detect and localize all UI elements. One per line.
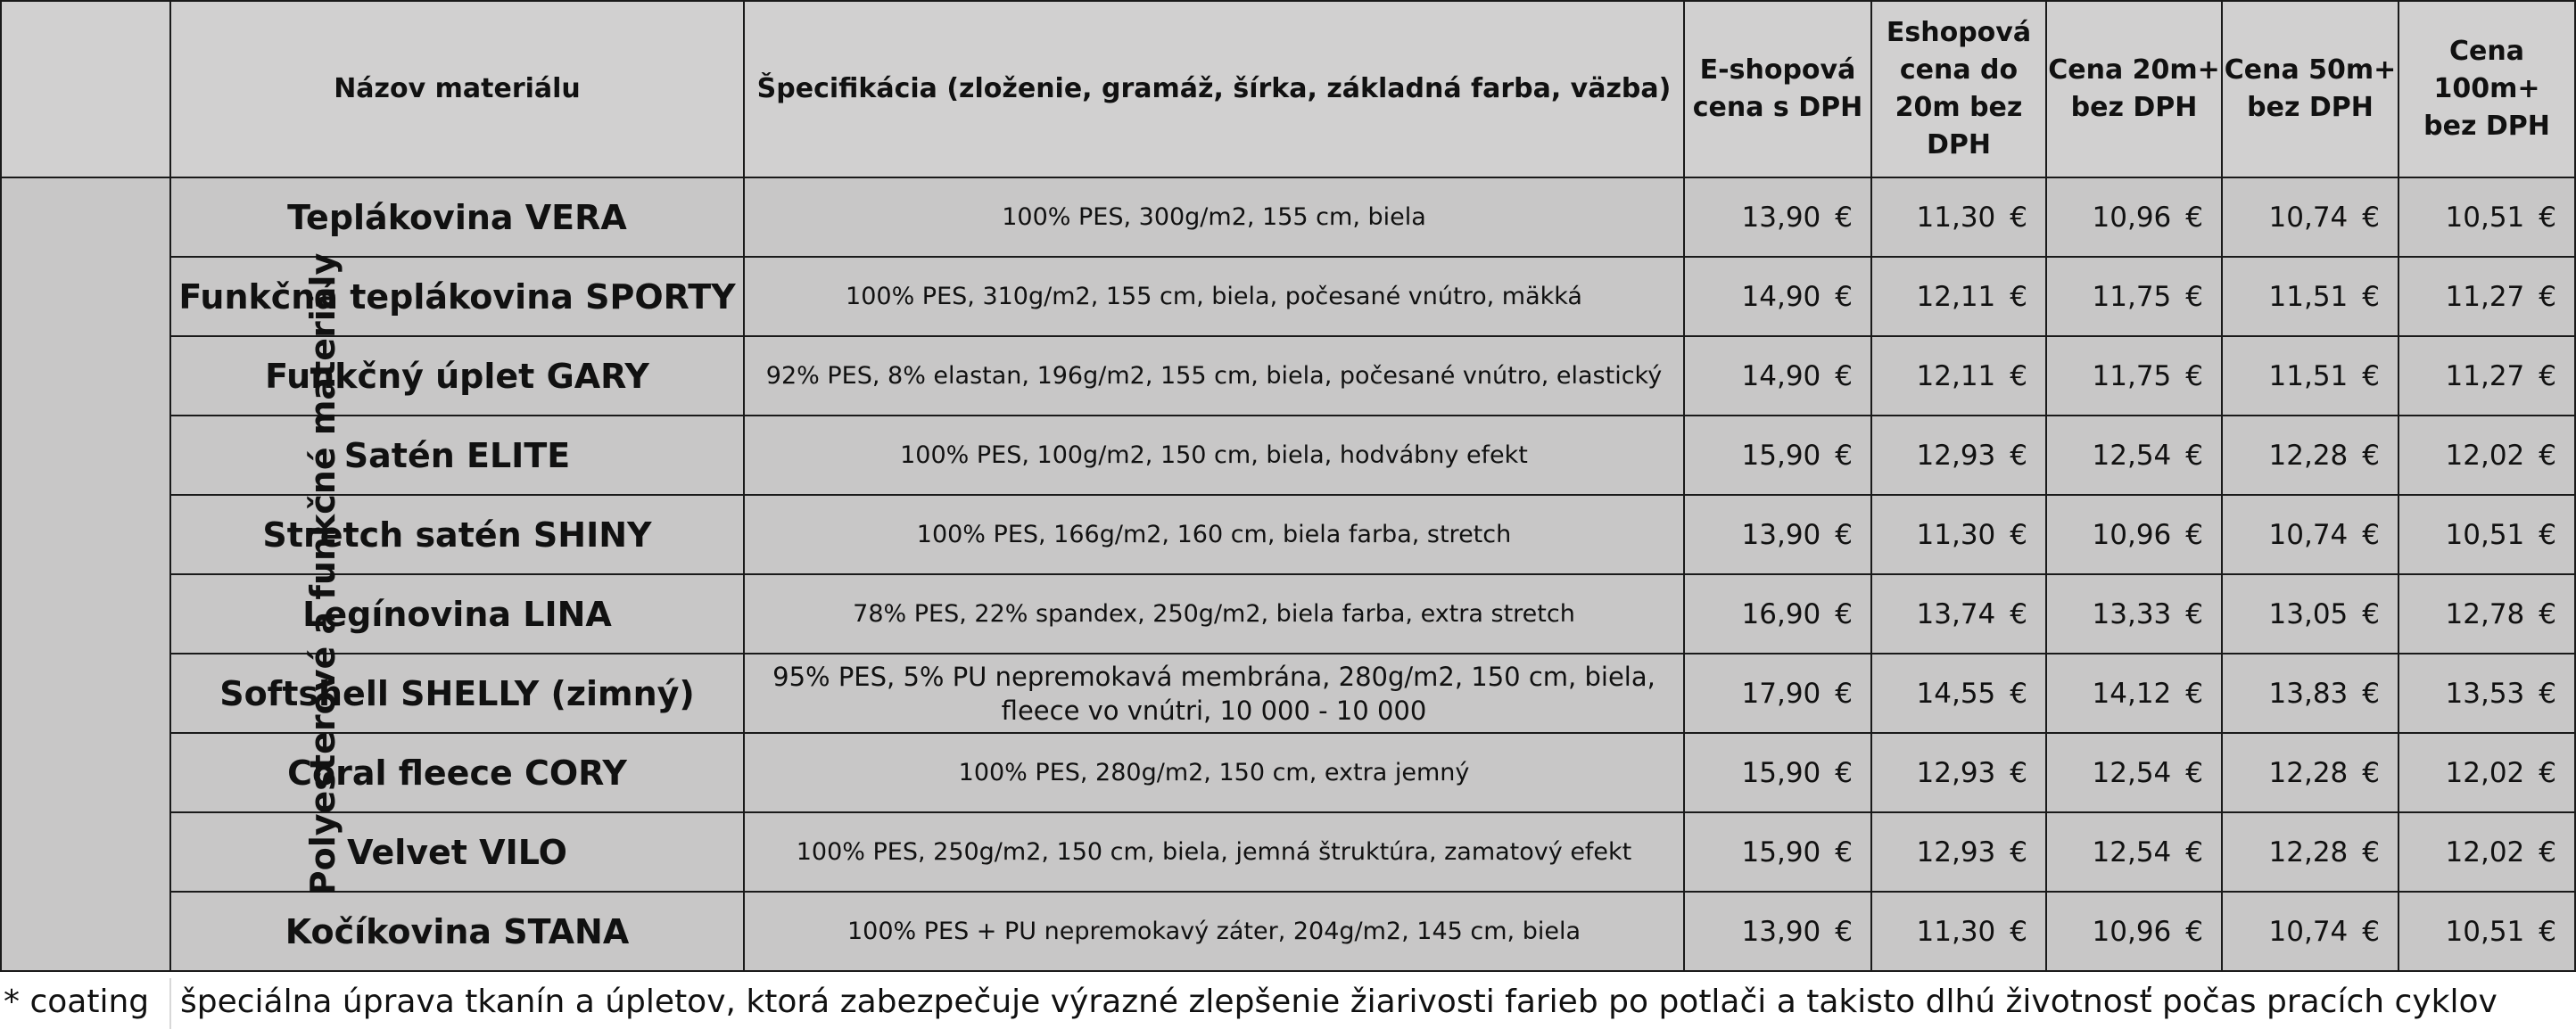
currency-symbol: € xyxy=(2185,439,2203,472)
header-eshop-price-vat[interactable] xyxy=(1684,1,1871,177)
header-specification[interactable]: Špecifikácia (zloženie, gramáž, šírka, základná farba, väzba) xyxy=(744,1,1684,177)
price-cell[interactable] xyxy=(2398,733,2575,812)
price-cell[interactable] xyxy=(1684,416,1871,495)
price-value: 13,90 xyxy=(1741,518,1821,551)
currency-symbol: € xyxy=(2539,201,2556,234)
price-cell[interactable] xyxy=(1871,177,2046,257)
currency-symbol: € xyxy=(2010,359,2027,392)
header-line: Eshopová xyxy=(1886,17,2032,48)
price-cell[interactable] xyxy=(2222,495,2398,574)
table-row xyxy=(1,257,2575,336)
material-name-cell[interactable]: Softshell SHELLY (zimný) xyxy=(170,654,744,733)
price-value: 12,54 xyxy=(2092,836,2172,868)
specification-cell[interactable]: 100% PES, 250g/m2, 150 cm, biela, jemná štruktúra, zamatový efekt xyxy=(744,812,1684,892)
price-cell[interactable] xyxy=(1684,495,1871,574)
price-value: 14,55 xyxy=(1916,677,1996,710)
price-value: 13,83 xyxy=(2268,677,2349,710)
price-value: 11,30 xyxy=(1916,518,1996,551)
header-price-50m[interactable] xyxy=(2222,1,2398,177)
price-value: 13,05 xyxy=(2268,597,2349,630)
price-value: 14,12 xyxy=(2092,677,2172,710)
currency-symbol: € xyxy=(2362,280,2380,313)
header-line: Cena 20m+ xyxy=(2048,54,2220,86)
price-cell[interactable] xyxy=(1871,336,2046,416)
currency-symbol: € xyxy=(2185,756,2203,789)
price-cell[interactable] xyxy=(1871,733,2046,812)
price-cell[interactable] xyxy=(2222,574,2398,654)
currency-symbol: € xyxy=(2362,518,2380,551)
price-cell[interactable] xyxy=(2222,812,2398,892)
header-line: Cena 100m+ xyxy=(2433,36,2540,104)
price-cell[interactable] xyxy=(2222,416,2398,495)
header-line: E-shopová xyxy=(1699,54,1856,86)
price-cell[interactable] xyxy=(2398,812,2575,892)
material-name-cell[interactable]: Funkčná teplákovina SPORTY xyxy=(170,257,744,336)
header-line: Cena 50m+ xyxy=(2224,54,2397,86)
currency-symbol: € xyxy=(2539,756,2556,789)
material-name-cell[interactable]: Stretch satén SHINY xyxy=(170,495,744,574)
price-value: 12,93 xyxy=(1916,439,1996,472)
price-value: 10,96 xyxy=(2092,915,2172,948)
currency-symbol: € xyxy=(2010,756,2027,789)
price-value: 12,28 xyxy=(2268,439,2349,472)
price-value: 12,28 xyxy=(2268,836,2349,868)
currency-symbol: € xyxy=(2185,677,2203,710)
header-line: cena s DPH xyxy=(1692,92,1863,123)
currency-symbol: € xyxy=(2010,677,2027,710)
group-cell[interactable] xyxy=(1,177,343,971)
table-row xyxy=(1,654,2575,733)
price-cell[interactable] xyxy=(2222,257,2398,336)
price-cell[interactable] xyxy=(2222,654,2398,733)
header-group[interactable] xyxy=(1,1,170,177)
price-value: 16,90 xyxy=(1741,597,1821,630)
price-cell[interactable] xyxy=(1684,177,1871,257)
price-value: 14,90 xyxy=(1741,359,1821,392)
price-value: 15,90 xyxy=(1741,836,1821,868)
currency-symbol: € xyxy=(2362,915,2380,948)
price-cell[interactable] xyxy=(2046,257,2222,336)
currency-symbol: € xyxy=(1835,518,1853,551)
currency-symbol: € xyxy=(2539,518,2556,551)
material-name-cell[interactable]: Kočíkovina STANA xyxy=(170,892,744,971)
price-cell[interactable] xyxy=(2046,733,2222,812)
price-cell[interactable] xyxy=(2398,416,2575,495)
price-cell[interactable] xyxy=(2398,654,2575,733)
price-value: 17,90 xyxy=(1741,677,1821,710)
price-cell[interactable] xyxy=(2222,177,2398,257)
price-cell[interactable] xyxy=(2046,495,2222,574)
currency-symbol: € xyxy=(2362,597,2380,630)
price-cell[interactable] xyxy=(2046,574,2222,654)
table-row xyxy=(1,574,2575,654)
specification-cell[interactable]: 100% PES, 280g/m2, 150 cm, extra jemný xyxy=(744,733,1684,812)
material-name-cell[interactable]: Legínovina LINA xyxy=(170,574,744,654)
price-value: 12,02 xyxy=(2445,756,2525,789)
header-line: DPH xyxy=(1927,129,1991,161)
currency-symbol: € xyxy=(2539,280,2556,313)
header-price-20m[interactable] xyxy=(2046,1,2222,177)
price-cell[interactable] xyxy=(2046,177,2222,257)
price-cell[interactable] xyxy=(1684,654,1871,733)
currency-symbol: € xyxy=(1835,756,1853,789)
price-value: 11,30 xyxy=(1916,201,1996,234)
price-cell[interactable] xyxy=(2398,177,2575,257)
price-value: 12,78 xyxy=(2445,597,2525,630)
currency-symbol: € xyxy=(2539,439,2556,472)
price-cell[interactable] xyxy=(1871,416,2046,495)
price-value: 11,27 xyxy=(2445,280,2525,313)
price-value: 12,02 xyxy=(2445,439,2525,472)
currency-symbol: € xyxy=(2010,439,2027,472)
price-value: 10,96 xyxy=(2092,201,2172,234)
header-line: bez DPH xyxy=(2070,92,2198,123)
currency-symbol: € xyxy=(2539,677,2556,710)
header-line: bez DPH xyxy=(2423,111,2550,142)
specification-cell[interactable]: 78% PES, 22% spandex, 250g/m2, biela farba, extra stretch xyxy=(744,574,1684,654)
specification-cell[interactable]: 95% PES, 5% PU nepremokavá membrána, 280g/m2, 150 cm, biela, fleece vo vnútri, 10 000 - 10 000 xyxy=(744,654,1684,733)
material-name-cell[interactable]: Teplákovina VERA xyxy=(170,177,744,257)
price-value: 10,74 xyxy=(2268,201,2349,234)
currency-symbol: € xyxy=(2539,359,2556,392)
header-material-name[interactable]: Názov materiálu xyxy=(170,1,744,177)
price-cell[interactable] xyxy=(2398,892,2575,971)
price-cell[interactable] xyxy=(2046,812,2222,892)
currency-symbol: € xyxy=(2010,518,2027,551)
price-value: 12,93 xyxy=(1916,836,1996,868)
footnote-key[interactable]: * coating xyxy=(4,984,150,1020)
price-cell[interactable] xyxy=(1871,892,2046,971)
price-value: 11,75 xyxy=(2092,280,2172,313)
price-value: 13,74 xyxy=(1916,597,1996,630)
currency-symbol: € xyxy=(2010,280,2027,313)
currency-symbol: € xyxy=(1835,597,1853,630)
currency-symbol: € xyxy=(1835,359,1853,392)
header-line: cena do xyxy=(1899,54,2019,86)
currency-symbol: € xyxy=(2010,915,2027,948)
price-cell[interactable] xyxy=(2222,892,2398,971)
specification-cell[interactable]: 100% PES, 100g/m2, 150 cm, biela, hodvábny efekt xyxy=(744,416,1684,495)
table-row xyxy=(1,416,2575,495)
currency-symbol: € xyxy=(2362,756,2380,789)
currency-symbol: € xyxy=(2539,597,2556,630)
currency-symbol: € xyxy=(2539,836,2556,868)
header-line: bez DPH xyxy=(2247,92,2374,123)
price-value: 10,74 xyxy=(2268,915,2349,948)
header-price-100m[interactable] xyxy=(2398,1,2575,177)
price-cell[interactable] xyxy=(1684,336,1871,416)
price-value: 12,02 xyxy=(2445,836,2525,868)
table-body xyxy=(1,177,2575,971)
footnote-divider xyxy=(169,978,171,1029)
currency-symbol: € xyxy=(2362,677,2380,710)
price-value: 11,51 xyxy=(2268,359,2349,392)
price-cell[interactable] xyxy=(1684,574,1871,654)
currency-symbol: € xyxy=(1835,677,1853,710)
price-value: 12,11 xyxy=(1916,280,1996,313)
currency-symbol: € xyxy=(2362,836,2380,868)
currency-symbol: € xyxy=(2185,280,2203,313)
header-eshop-price-20m[interactable] xyxy=(1871,1,2046,177)
footnote-text[interactable]: špeciálna úprava tkanín a úpletov, ktorá zabezpečuje výrazné zlepšenie žiarivosti farieb po potlači a takisto dlhú životnosť počas pracích cyklov xyxy=(180,984,2498,1020)
price-cell[interactable] xyxy=(1871,812,2046,892)
price-cell[interactable] xyxy=(1684,892,1871,971)
currency-symbol: € xyxy=(2010,597,2027,630)
price-cell[interactable] xyxy=(2222,336,2398,416)
price-cell[interactable] xyxy=(2046,416,2222,495)
currency-symbol: € xyxy=(1835,836,1853,868)
table-row xyxy=(1,495,2575,574)
price-cell[interactable] xyxy=(1871,495,2046,574)
material-name-cell[interactable]: Velvet VILO xyxy=(170,812,744,892)
price-cell[interactable] xyxy=(2046,892,2222,971)
price-cell[interactable] xyxy=(2398,257,2575,336)
price-value: 12,93 xyxy=(1916,756,1996,789)
table-row xyxy=(1,177,2575,257)
price-value: 12,54 xyxy=(2092,756,2172,789)
specification-cell[interactable]: 100% PES, 310g/m2, 155 cm, biela, počesané vnútro, mäkká xyxy=(744,257,1684,336)
price-value: 15,90 xyxy=(1741,439,1821,472)
price-cell[interactable] xyxy=(1684,812,1871,892)
price-cell[interactable] xyxy=(2398,574,2575,654)
specification-cell[interactable]: 100% PES, 166g/m2, 160 cm, biela farba, stretch xyxy=(744,495,1684,574)
currency-symbol: € xyxy=(1835,439,1853,472)
price-value: 11,51 xyxy=(2268,280,2349,313)
price-cell[interactable] xyxy=(2046,654,2222,733)
price-value: 12,11 xyxy=(1916,359,1996,392)
price-value: 15,90 xyxy=(1741,756,1821,789)
currency-symbol: € xyxy=(2010,836,2027,868)
price-cell[interactable] xyxy=(2222,733,2398,812)
currency-symbol: € xyxy=(2010,201,2027,234)
price-cell[interactable] xyxy=(2046,336,2222,416)
currency-symbol: € xyxy=(1835,915,1853,948)
price-value: 10,51 xyxy=(2445,518,2525,551)
material-name-cell[interactable]: Funkčný úplet GARY xyxy=(170,336,744,416)
price-value: 14,90 xyxy=(1741,280,1821,313)
currency-symbol: € xyxy=(2185,201,2203,234)
price-value: 11,27 xyxy=(2445,359,2525,392)
price-value: 10,74 xyxy=(2268,518,2349,551)
price-cell[interactable] xyxy=(1871,257,2046,336)
price-value: 12,28 xyxy=(2268,756,2349,789)
price-value: 10,96 xyxy=(2092,518,2172,551)
currency-symbol: € xyxy=(2185,915,2203,948)
currency-symbol: € xyxy=(2362,439,2380,472)
material-name-cell[interactable]: Coral fleece CORY xyxy=(170,733,744,812)
price-value: 12,54 xyxy=(2092,439,2172,472)
currency-symbol: € xyxy=(2362,359,2380,392)
price-value: 13,33 xyxy=(2092,597,2172,630)
price-cell[interactable] xyxy=(2398,336,2575,416)
header-line: 20m bez xyxy=(1895,92,2023,123)
group-label: Polyesterové a funkčné materiály xyxy=(303,252,343,896)
price-value: 13,90 xyxy=(1741,915,1821,948)
price-cell[interactable] xyxy=(1871,654,2046,733)
material-name-cell[interactable]: Satén ELITE xyxy=(170,416,744,495)
currency-symbol: € xyxy=(2185,597,2203,630)
price-cell[interactable] xyxy=(1871,574,2046,654)
table-row xyxy=(1,336,2575,416)
price-cell[interactable] xyxy=(1684,733,1871,812)
table-row xyxy=(1,892,2575,971)
price-value: 10,51 xyxy=(2445,915,2525,948)
header-row xyxy=(1,1,2575,177)
currency-symbol: € xyxy=(2362,201,2380,234)
currency-symbol: € xyxy=(1835,201,1853,234)
currency-symbol: € xyxy=(2185,836,2203,868)
price-cell[interactable] xyxy=(1684,257,1871,336)
price-cell[interactable] xyxy=(2398,495,2575,574)
price-value: 10,51 xyxy=(2445,201,2525,234)
currency-symbol: € xyxy=(2185,359,2203,392)
table-row xyxy=(1,733,2575,812)
price-value: 11,30 xyxy=(1916,915,1996,948)
currency-symbol: € xyxy=(2185,518,2203,551)
price-value: 13,53 xyxy=(2445,677,2525,710)
specification-cell[interactable]: 92% PES, 8% elastan, 196g/m2, 155 cm, biela, počesané vnútro, elastický xyxy=(744,336,1684,416)
price-value: 11,75 xyxy=(2092,359,2172,392)
currency-symbol: € xyxy=(1835,280,1853,313)
specification-cell[interactable]: 100% PES + PU nepremokavý záter, 204g/m2, 145 cm, biela xyxy=(744,892,1684,971)
table-row xyxy=(1,812,2575,892)
specification-cell[interactable]: 100% PES, 300g/m2, 155 cm, biela xyxy=(744,177,1684,257)
footnote xyxy=(0,978,2574,1029)
price-value: 13,90 xyxy=(1741,201,1821,234)
currency-symbol: € xyxy=(2539,915,2556,948)
